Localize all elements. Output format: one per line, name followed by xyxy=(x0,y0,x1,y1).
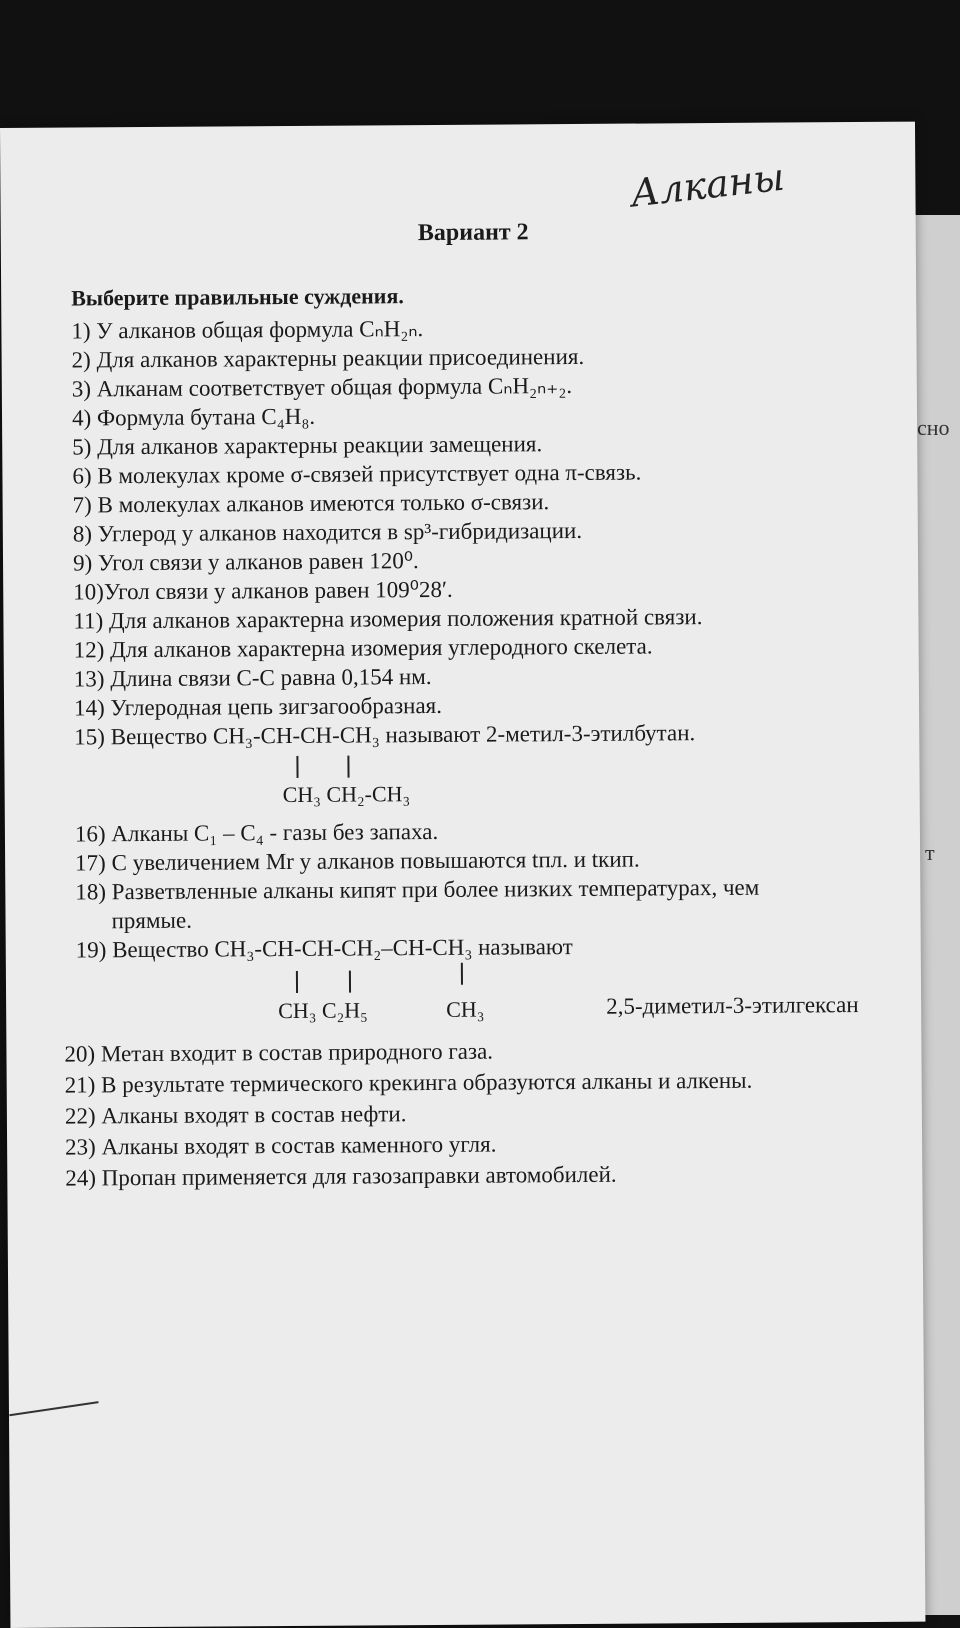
statement-3: 3) Алканам соответствует общая формула CₙH₂ₙ₊₂. xyxy=(71,373,573,402)
edge-fragment-bottom: т xyxy=(925,840,935,865)
variant-title: Вариант 2 xyxy=(417,219,529,247)
statement-15: 15) Вещество CH₃-CH-CH-CH₃ называют 2-метил-3-этилбутан. xyxy=(74,720,696,750)
statement-19: 19) Вещество CH₃-CH-CH-CH₂–CH-CH₃ называют xyxy=(75,934,573,963)
bond-line xyxy=(349,971,351,993)
statement-7: 7) В молекулах алканов имеются только σ-связи. xyxy=(72,489,550,518)
statement-20: 20) Метан входит в состав природного газа. xyxy=(64,1038,494,1067)
statement-10: 10)Угол связи у алканов равен 109⁰28′. xyxy=(73,576,453,605)
statement-18-continued: прямые. xyxy=(111,907,192,934)
formula-19-name: 2,5-диметил-3-этилгексан xyxy=(606,992,859,1019)
handwritten-note: Алканы xyxy=(628,154,787,216)
formula-15-branches: CH₃ CH₂-CH₃ xyxy=(282,781,411,808)
bond-line xyxy=(296,756,298,778)
pen-stroke-mark xyxy=(9,1401,98,1416)
instruction-heading: Выберите правильные суждения. xyxy=(71,283,404,311)
statement-17: 17) С увеличением Mr у алканов повышаются tпл. и tкип. xyxy=(75,846,640,876)
bond-line xyxy=(347,756,349,778)
statement-8: 8) Углерод у алканов находится в sp³-гибридизации. xyxy=(72,517,583,547)
statement-5: 5) Для алканов характерны реакции замещения. xyxy=(72,431,543,460)
worksheet-page xyxy=(0,122,925,1628)
statement-13: 13) Длина связи С-С равна 0,154 нм. xyxy=(73,664,432,692)
bond-line xyxy=(461,963,463,985)
edge-fragment-top: сно xyxy=(917,415,950,440)
statement-16: 16) Алканы C₁ – C₄ - газы без запаха. xyxy=(74,818,439,847)
statement-21: 21) В результате термического крекинга образуются алканы и алкены. xyxy=(64,1067,753,1098)
statement-1: 1) У алканов общая формула CₙH₂ₙ. xyxy=(71,316,424,344)
statement-23: 23) Алканы входят в состав каменного угля. xyxy=(65,1131,497,1160)
statement-18: 18) Разветвленные алканы кипят при более низких температурах, чем xyxy=(75,874,760,905)
statement-14: 14) Углеродная цепь зигзагообразная. xyxy=(73,692,443,721)
statement-2: 2) Для алканов характерны реакции присоединения. xyxy=(71,343,585,373)
statement-22: 22) Алканы входят в состав нефти. xyxy=(64,1101,407,1129)
statement-11: 11) Для алканов характерна изомерия положения кратной связи. xyxy=(73,604,703,634)
formula-19-branches-left: CH₃ C₂H₅ xyxy=(278,997,368,1024)
statement-6: 6) В молекулах кроме σ-связей присутствует одна π-связь. xyxy=(72,459,642,489)
statement-24: 24) Пропан применяется для газозаправки автомобилей. xyxy=(65,1161,617,1191)
statement-4: 4) Формула бутана C₄H₈. xyxy=(71,403,316,431)
formula-19-branches-right: CH₃ xyxy=(446,996,485,1022)
statement-12: 12) Для алканов характерна изомерия углеродного скелета. xyxy=(73,633,653,663)
statement-9: 9) Угол связи у алканов равен 120⁰. xyxy=(72,548,419,576)
bond-line xyxy=(296,971,298,993)
